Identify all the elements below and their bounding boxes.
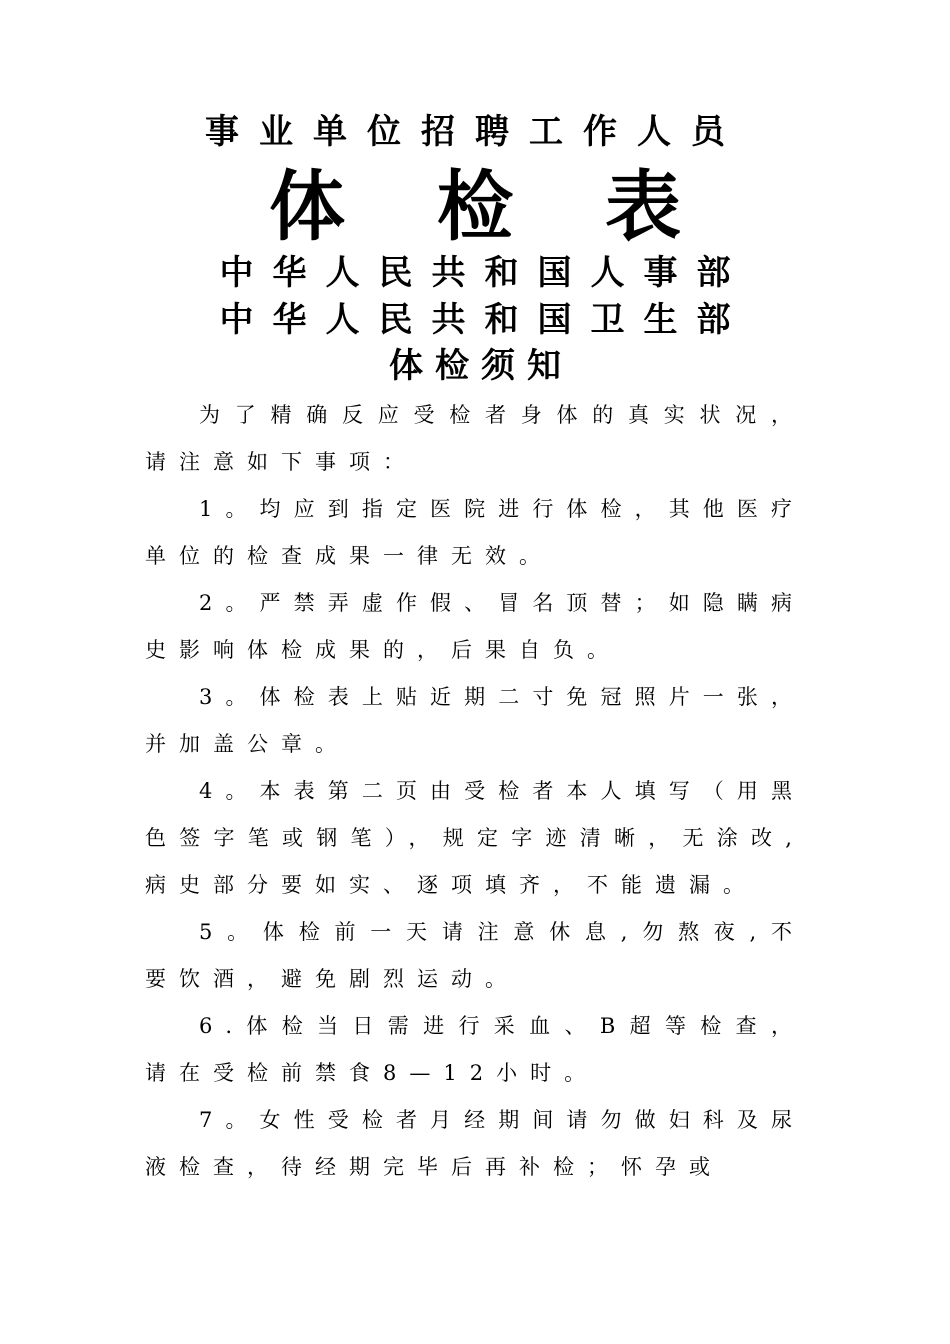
notice-heading: 体检须知 <box>389 346 573 386</box>
issuing-org-1: 中华人民共和国人事部 <box>219 253 750 293</box>
notice-item-7: 7。女性受检者月经期间请勿做妇科及尿液检查，待经期完毕后再补检；怀孕或 <box>145 1108 805 1179</box>
intro-paragraph: 为了精确反应受检者身体的真实状况，请注意如下事项： <box>145 403 805 474</box>
notice-item-4: 4。本表第二页由受检者本人填写（用黑色签字笔或钢笔），规定字迹清晰，无涂改,病史部分要如实、逐项填齐，不能遗漏。 <box>145 779 805 897</box>
document-subtitle: 事业单位招聘工作人员 <box>205 112 745 152</box>
notice-item-1: 1。均应到指定医院进行体检，其他医疗单位的检查成果一律无效。 <box>145 497 805 568</box>
notice-body <box>145 392 805 1191</box>
notice-item-3: 3。体检表上贴近期二寸免冠照片一张，并加盖公章。 <box>145 685 805 756</box>
notice-item-2: 2。严禁弄虚作假、冒名顶替；如隐瞒病史影响体检成果的，后果自负。 <box>145 591 805 662</box>
document-title: 体检表 <box>269 162 773 251</box>
issuing-org-2: 中华人民共和国卫生部 <box>219 300 750 340</box>
notice-item-5: 5。体检前一天请注意休息,勿熬夜,不要饮酒，避免剧烈运动。 <box>145 920 805 991</box>
notice-item-6: 6.体检当日需进行采血、B超等检查，请在受检前禁食8—12小时。 <box>145 1014 805 1085</box>
